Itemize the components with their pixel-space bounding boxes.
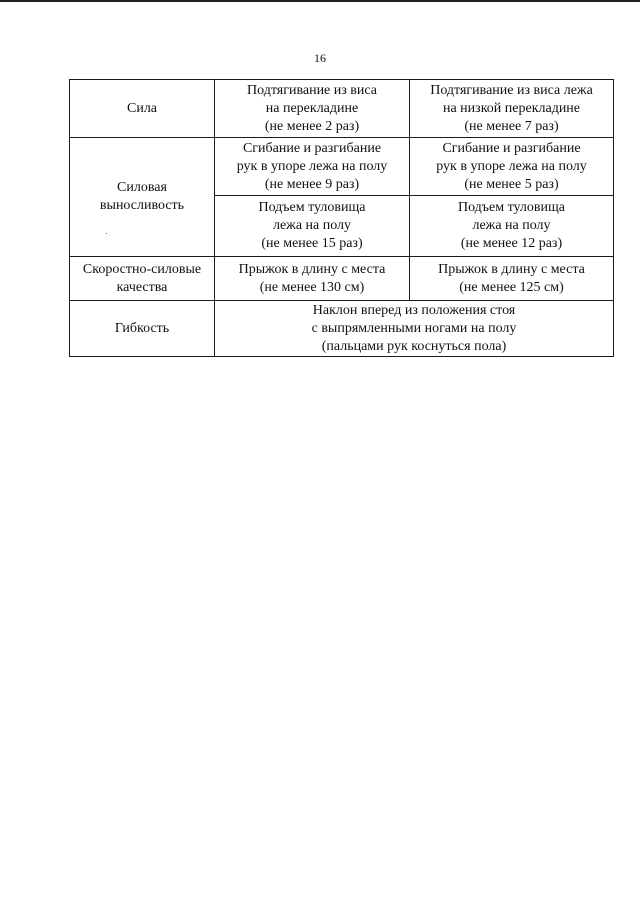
norm-line: на перекладине [265, 100, 359, 116]
female-norm-cell [410, 196, 614, 257]
norm-line: (не менее 5 раз) [464, 176, 559, 192]
female-norm-cell [410, 138, 614, 196]
quality-cell-flexibility [70, 301, 215, 357]
table-row [70, 257, 614, 301]
norm-line: Подтягивание из виса [247, 82, 377, 98]
page-top-border [0, 0, 640, 2]
norm-line: Прыжок в длину с места [438, 261, 585, 277]
norm-line: (не менее 125 см) [459, 279, 564, 295]
female-norm-cell [410, 80, 614, 138]
norm-line: Наклон вперед из положения стоя [312, 302, 516, 318]
common-norm-cell [215, 301, 614, 357]
norm-line: (не менее 2 раз) [264, 118, 360, 134]
table-row [70, 138, 614, 196]
quality-cell-endurance [70, 138, 215, 257]
norm-line: Подтягивание из виса лежа [430, 82, 593, 98]
quality-cell-strength [70, 80, 215, 138]
norm-line: рук в упоре лежа на полу [236, 158, 388, 174]
male-norm-cell [215, 196, 410, 257]
norm-line: лежа на полу [472, 218, 551, 233]
norm-line: (не менее 15 раз) [261, 236, 363, 251]
norm-line: (не менее 7 раз) [464, 118, 559, 134]
norm-line: Сгибание и разгибание [242, 140, 382, 156]
male-norm-cell [215, 138, 410, 196]
norm-line: на низкой перекладине [442, 100, 581, 116]
quality-label: Силовая [117, 180, 167, 195]
quality-label: качества [116, 279, 168, 295]
table-row [70, 80, 614, 138]
table-row [70, 301, 614, 357]
page-number: 16 [314, 51, 326, 65]
norm-line: (не менее 12 раз) [460, 236, 563, 251]
quality-label: Сила [126, 100, 158, 116]
quality-label: Скоростно-силовые [82, 261, 202, 277]
norm-line: с выпрямленными ногами на полу [311, 320, 517, 336]
norm-line: Подъем туловища [457, 200, 566, 215]
norm-line: (пальцами рук коснуться пола) [321, 338, 507, 354]
norm-line: рук в упоре лежа на полу [436, 158, 587, 174]
scan-speck [106, 233, 107, 234]
standards-table [69, 79, 614, 357]
norm-line: (не менее 130 см) [259, 279, 365, 295]
female-norm-cell [410, 257, 614, 301]
norm-line: лежа на полу [272, 218, 352, 233]
quality-label: выносливость [99, 198, 185, 213]
norm-line: Подъем туловища [258, 200, 366, 215]
quality-cell-speed-strength [70, 257, 215, 301]
norm-line: Сгибание и разгибание [442, 140, 581, 156]
male-norm-cell [215, 257, 410, 301]
male-norm-cell [215, 80, 410, 138]
quality-label: Гибкость [114, 320, 170, 336]
norm-line: (не менее 9 раз) [264, 176, 360, 192]
norm-line: Прыжок в длину с места [238, 261, 386, 277]
